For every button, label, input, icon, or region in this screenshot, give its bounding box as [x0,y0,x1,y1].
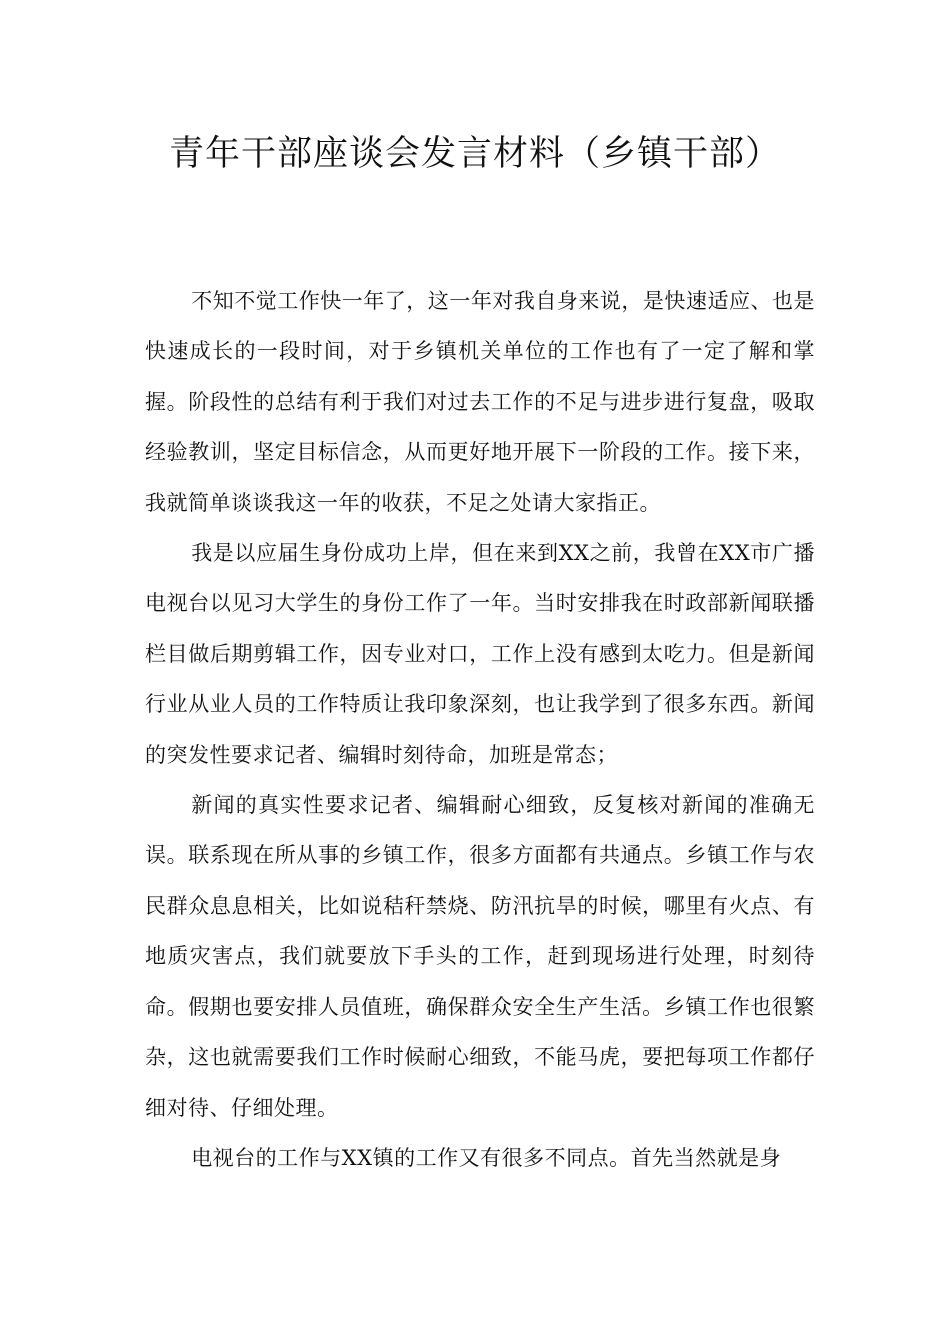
paragraph-1: 不知不觉工作快一年了，这一年对我自身来说，是快速适应、也是快速成长的一段时间，对于乡镇机关单位的工作也有了一定了解和掌握。阶段性的总结有利于我们对过去工作的不足与进步进行复盘，吸取经验教训，坚定目标信念，从而更好地开展下一阶段的工作。接下来，我就简单谈谈我这一年的收获，不足之处请大家指正。 [145,289,815,515]
document-title: 青年干部座谈会发言材料（乡镇干部） [168,134,781,174]
paragraph-2: 我是以应届生身份成功上岸，但在来到XX之前，我曾在XX市广播电视台以见习大学生的身份工作了一年。当时安排我在时政部新闻联播栏目做后期剪辑工作，因专业对口，工作上没有感到太吃力。但是新闻行业从业人员的工作特质让我印象深刻，也让我学到了很多东西。新闻的突发性要求记者、编辑时刻待命，加班是常态； [145,541,815,767]
paragraph-3: 新闻的真实性要求记者、编辑耐心细致，反复核对新闻的准确无误。联系现在所从事的乡镇工作，很多方面都有共通点。乡镇工作与农民群众息息相关，比如说秸秆禁烧、防汛抗旱的时候，哪里有火点、有地质灾害点，我们就要放下手头的工作，赶到现场进行处理，时刻待命。假期也要安排人员值班，确保群众安全生产生活。乡镇工作也很繁杂，这也就需要我们工作时候耐心细致，不能马虎，要把每项工作都仔细对待、仔细处理。 [145,793,815,1120]
paragraph-4: 电视台的工作与XX镇的工作又有很多不同点。首先当然就是身 [191,1145,782,1170]
document-body [145,276,815,1183]
